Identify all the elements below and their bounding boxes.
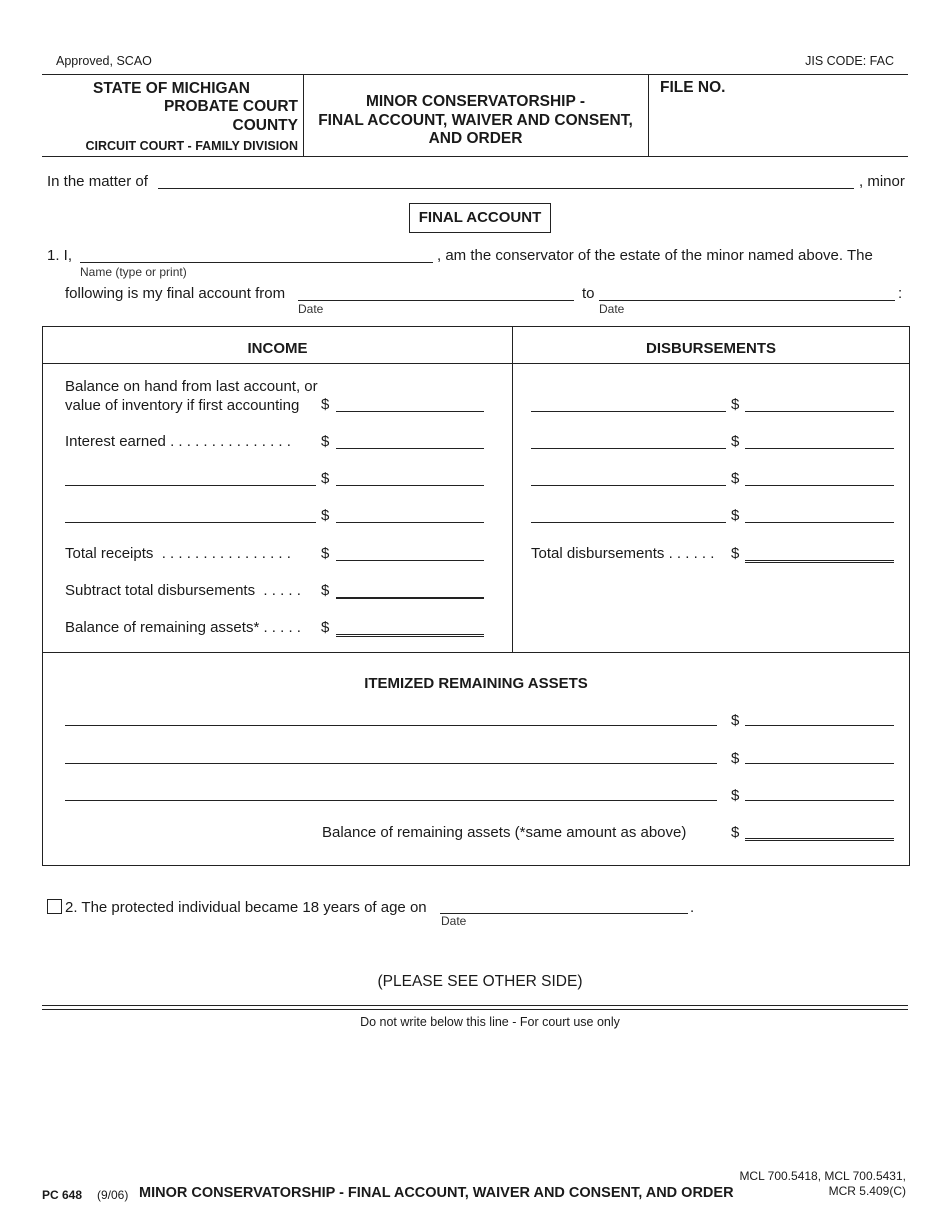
name-caption: Name (type or print) <box>80 265 187 279</box>
dollar-sign: $ <box>731 750 740 767</box>
item2-text: 2. The protected individual became 18 years of age on <box>65 899 427 916</box>
form-title <box>305 93 646 149</box>
footer-citation <box>739 1169 906 1199</box>
citation-line1: MCL 700.5418, MCL 700.5431, <box>739 1169 906 1183</box>
header-divider-right <box>648 74 649 156</box>
dollar-sign: $ <box>321 619 330 636</box>
to-date-caption: Date <box>599 302 625 316</box>
disbursements-heading: DISBURSEMENTS <box>645 340 776 357</box>
matter-label: In the matter of <box>47 173 148 190</box>
item1-prefix: 1. I, <box>47 247 73 264</box>
balance-remaining-amount[interactable] <box>336 634 484 637</box>
disbursement-amount-3[interactable] <box>745 485 894 486</box>
file-no-field[interactable] <box>652 100 904 152</box>
total-disbursements-label: Total disbursements . . . . . . <box>531 545 715 562</box>
conservator-name-field[interactable] <box>80 262 433 263</box>
asset-description-3[interactable] <box>65 800 717 801</box>
from-date-field[interactable] <box>298 300 574 301</box>
asset-amount-1[interactable] <box>745 725 894 726</box>
to-label: to <box>582 285 595 302</box>
asset-description-1[interactable] <box>65 725 717 726</box>
dollar-sign: $ <box>731 787 740 804</box>
matter-field[interactable] <box>158 188 854 189</box>
balance-on-hand-line2: value of inventory if first accounting <box>65 397 300 414</box>
see-other-side: (PLEASE SEE OTHER SIDE) <box>377 973 583 990</box>
to-date-field[interactable] <box>599 300 895 301</box>
dollar-sign: $ <box>731 396 740 413</box>
subtract-disbursements-label: Subtract total disbursements . . . . . <box>65 582 301 599</box>
footer-title: MINOR CONSERVATORSHIP - FINAL ACCOUNT, WAIVER AND CONSENT, AND ORDER <box>139 1185 734 1201</box>
colon: : <box>898 285 903 302</box>
dollar-sign: $ <box>731 545 740 562</box>
division-label: CIRCUIT COURT - FAMILY DIVISION <box>85 139 298 153</box>
dollar-sign: $ <box>731 824 740 841</box>
asset-amount-2[interactable] <box>745 763 894 764</box>
form-number: PC 648 <box>42 1188 83 1202</box>
dollar-sign: $ <box>321 545 330 562</box>
total-disbursements-amount[interactable] <box>745 560 894 563</box>
total-receipts-amount[interactable] <box>336 560 484 561</box>
income-other-amount-2[interactable] <box>336 522 484 523</box>
from-label: following is my final account from <box>65 285 286 302</box>
total-receipts-label: Total receipts . . . . . . . . . . . . . . . . <box>65 545 291 562</box>
asset-amount-3[interactable] <box>745 800 894 801</box>
item2-period: . <box>690 899 695 916</box>
dollar-sign: $ <box>321 582 330 599</box>
disbursement-description-1[interactable] <box>531 411 726 412</box>
disbursement-amount-1[interactable] <box>745 411 894 412</box>
interest-earned-amount[interactable] <box>336 448 484 449</box>
item1-statement: , am the conservator of the estate of the minor named above. The <box>437 247 873 264</box>
dollar-sign: $ <box>731 470 740 487</box>
item2-date-caption: Date <box>441 914 467 928</box>
itemized-heading: ITEMIZED REMAINING ASSETS <box>364 675 588 692</box>
approved-label: Approved, SCAO <box>56 54 152 68</box>
header-divider-left <box>303 74 304 156</box>
subtract-disbursements-amount[interactable] <box>336 597 484 599</box>
disbursement-description-3[interactable] <box>531 485 726 486</box>
dollar-sign: $ <box>731 433 740 450</box>
dollar-sign: $ <box>321 433 330 450</box>
balance-remaining-label: Balance of remaining assets* . . . . . <box>65 619 301 636</box>
income-other-amount-1[interactable] <box>336 485 484 486</box>
dollar-sign: $ <box>731 712 740 729</box>
court-use-notice: Do not write below this line - For court use only <box>360 1015 620 1029</box>
income-heading: INCOME <box>247 340 308 357</box>
court-use-rule-bottom <box>42 1009 908 1010</box>
disbursement-amount-4[interactable] <box>745 522 894 523</box>
disbursement-description-4[interactable] <box>531 522 726 523</box>
disbursement-description-2[interactable] <box>531 448 726 449</box>
income-other-description-2[interactable] <box>65 522 316 523</box>
final-account-heading: FINAL ACCOUNT <box>409 203 551 233</box>
income-other-description-1[interactable] <box>65 485 316 486</box>
form-title-line1: MINOR CONSERVATORSHIP - <box>365 93 586 110</box>
header-bottom-rule <box>42 156 908 157</box>
jis-code: JIS CODE: FAC <box>805 54 894 68</box>
item2-checkbox[interactable] <box>47 899 62 914</box>
file-no-label: FILE NO. <box>660 79 726 96</box>
disbursement-amount-2[interactable] <box>745 448 894 449</box>
balance-on-hand-amount[interactable] <box>336 411 484 412</box>
form-revision: (9/06) <box>97 1188 129 1202</box>
itemized-balance-amount[interactable] <box>745 838 894 841</box>
header-top-rule <box>42 74 908 75</box>
balance-on-hand-label <box>65 377 318 415</box>
itemized-balance-label: Balance of remaining assets (*same amount as above) <box>322 824 687 841</box>
dollar-sign: $ <box>731 507 740 524</box>
from-date-caption: Date <box>298 302 324 316</box>
minor-suffix: , minor <box>859 173 905 190</box>
state-label: STATE OF MICHIGAN <box>93 80 250 97</box>
item2-date-field[interactable] <box>440 913 688 914</box>
dollar-sign: $ <box>321 396 330 413</box>
dollar-sign: $ <box>321 507 330 524</box>
court-label: PROBATE COURT <box>163 98 298 115</box>
form-title-line2: FINAL ACCOUNT, WAIVER AND CONSENT, <box>318 111 633 129</box>
table-section-rule <box>42 652 910 653</box>
asset-description-2[interactable] <box>65 763 717 764</box>
citation-line2: MCR 5.409(C) <box>828 1184 906 1198</box>
court-use-rule-top <box>42 1005 908 1006</box>
interest-earned-label: Interest earned . . . . . . . . . . . . . . . <box>65 433 291 450</box>
table-column-divider <box>512 326 513 652</box>
form-title-line3: AND ORDER <box>428 130 523 147</box>
county-label: COUNTY <box>232 117 298 134</box>
balance-on-hand-line1: Balance on hand from last account, or <box>65 378 318 395</box>
table-header-rule <box>42 363 910 364</box>
dollar-sign: $ <box>321 470 330 487</box>
